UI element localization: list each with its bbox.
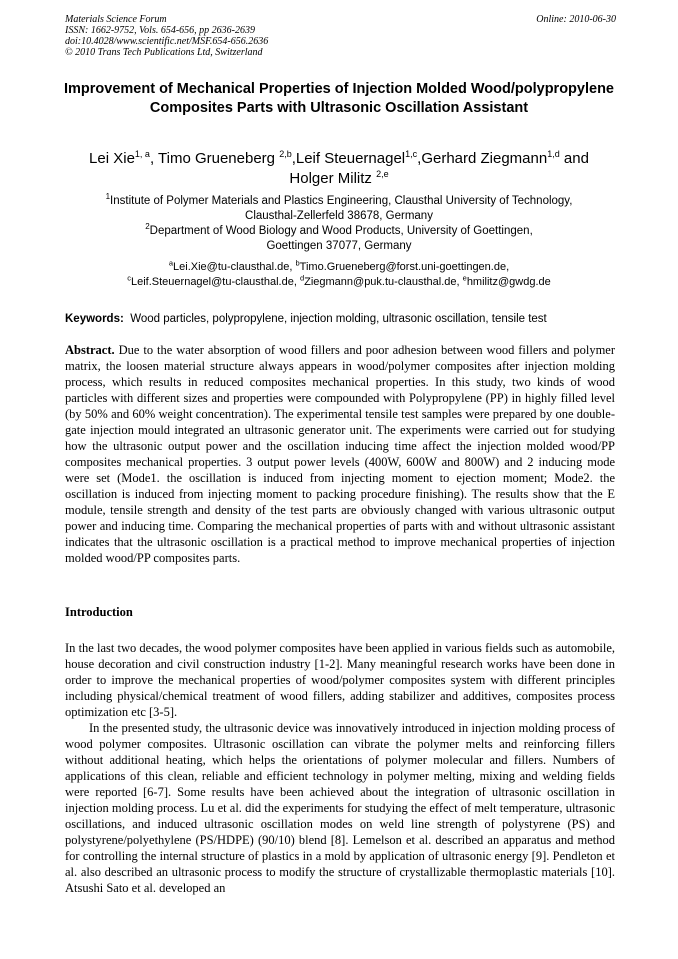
keywords-label: Keywords:	[65, 313, 124, 325]
email-list	[60, 260, 618, 290]
author-affil-mark: 1,d	[547, 149, 560, 159]
email-line	[60, 260, 618, 275]
author-name: Gerhard Ziegmann	[421, 150, 548, 167]
email-address: hmilitz@gwdg.de	[466, 276, 551, 288]
email-address: Ziegmann@puk.tu-clausthal.de,	[304, 276, 463, 288]
affiliation-address: Clausthal-Zellerfeld 38678, Germany	[245, 210, 433, 222]
section-heading-introduction: Introduction	[65, 605, 133, 619]
email-mark: a	[168, 258, 174, 268]
author-list	[55, 149, 623, 189]
email-mark: e	[462, 273, 467, 283]
author-affil-mark: 2,e	[376, 169, 389, 179]
keywords-text: Wood particles, polypropylene, injection molding, ultrasonic oscillation, tensile test	[130, 313, 547, 325]
author-name: Lei Xie	[89, 150, 135, 167]
author-separator: and	[559, 150, 589, 167]
email-address: Timo.Grueneberg@forst.uni-goettingen.de,	[299, 261, 510, 273]
online-date: Online: 2010-06-30	[536, 14, 616, 25]
doi-line: doi:10.4028/www.scientific.net/MSF.654-656.2636	[65, 36, 269, 47]
paragraph: In the last two decades, the wood polymer composites have been applied in various fields such as automobile, house decoration and civil construction industry [1-2]. Many meaningful research works have been done in order to improve the mechanical properties of wood/polymer composites system with different principles including physical/chemical treatment of wood fillers, adding stabilizer and additives, composites process optimization etc [3-5].	[65, 641, 615, 719]
author-separator: ,	[291, 150, 296, 167]
affiliation-address: Goettingen 37077, Germany	[266, 240, 412, 252]
abstract-label: Abstract.	[65, 343, 115, 357]
paper-title: Improvement of Mechanical Properties of Injection Molded Wood/polypropylene Composites Parts with Ultrasonic Oscillation Assistant	[64, 81, 614, 116]
author-name: Leif Steuernagel	[295, 150, 406, 167]
paragraph: In the presented study, the ultrasonic device was innovatively introduced in injection molding process of wood polymer composites. Ultrasonic oscillation can vibrate the polymer melts and reinforcing fillers without additional heating, which helps the orientations of polymer molecular and fillers. Numbers of applications of this clean, reliable and efficient technology in polymer melting, mixing and welding fields were reported [6-7]. Some results have been achieved about the integration of ultrasonic oscillation in injection molding process. Lu et al. did the experiments for studying the effect of melt temperature, ultrasonic oscillations, and induced ultrasonic oscillation modes on weld line strength of polystyrene (PS) and polystyrene/polyethylene (PS/HDPE) (90/10) blend [8]. Lemelson et al. described an apparatus and method for controlling the internal structure of plastics in a mold by application of ultrasonic energy [9]. Pendleton et al. also described an ultrasonic process to modify the structure of crystallizable thermoplastic materials [10]. Atsushi Sato et al. developed an	[65, 721, 615, 895]
email-mark: b	[295, 258, 300, 268]
author-affil-mark: 1,c	[405, 149, 418, 159]
affiliation-mark: 2	[145, 222, 150, 232]
email-address: Leif.Steuernagel@tu-clausthal.de,	[131, 276, 300, 288]
affiliation	[60, 224, 618, 239]
email-address: Lei.Xie@tu-clausthal.de,	[173, 261, 296, 273]
affiliation-line: Institute of Polymer Materials and Plastics Engineering, Clausthal University of Technology,	[110, 195, 573, 207]
author-name: Timo Grueneberg	[158, 150, 280, 167]
affiliation	[60, 194, 618, 209]
author-separator: ,	[149, 150, 159, 167]
affiliations	[60, 194, 618, 254]
affiliation-line: Department of Wood Biology and Wood Products, University of Goettingen,	[149, 225, 533, 237]
keywords	[65, 312, 620, 326]
copyright-line: © 2010 Trans Tech Publications Ltd, Switzerland	[65, 47, 263, 58]
email-mark: c	[127, 273, 131, 283]
author-name: Holger Militz	[289, 170, 377, 187]
author-affil-mark: 2,b	[279, 149, 292, 159]
author-affil-mark: 1, a	[134, 149, 150, 159]
affiliation-mark: 1	[105, 192, 111, 202]
journal-name: Materials Science Forum	[65, 14, 167, 25]
journal-header	[65, 14, 268, 58]
email-line	[60, 275, 618, 290]
introduction-body	[65, 640, 615, 896]
author-separator: ,	[417, 150, 422, 167]
abstract	[65, 342, 615, 566]
email-mark: d	[299, 273, 305, 283]
issn-line: ISSN: 1662-9752, Vols. 654-656, pp 2636-2639	[65, 25, 255, 36]
abstract-text: Due to the water absorption of wood fillers and poor adhesion between wood fillers and polymer matrix, the loosen material structure always appears in wood/polymer composites after injection molding process, which results in reduced composites mechanical properties. In this study, two kinds of wood particles with different sizes and properties were compounded with Polypropylene (PP) in highly filled level (by 50% and 60% weight concentration). The experimental tensile test samples were prepared by one double-gate injection mould integrated an ultrasonic generator unit. The experiments were carried out for studying how the ultrasonic output power and the oscillation inducing time affect the injection molded wood/PP composites mechanical properties. 3 output power levels (400W, 600W and 800W) and 2 inducing mode were set (Mode1. the oscillation is induced from injecting moment to ejection moment; Mode2. the oscillation is induced from injecting moment to packing procedure finishing). The results show that the E module, tensile strength and density of the test parts are obviously changed with various ultrasonic output power and inducing time. Comparing the mechanical properties of parts with and without ultrasonic assistant indicates that the ultrasonic oscillation is a practical method to improve mechanical properties of injection molded wood/PP composites parts.	[65, 343, 615, 565]
